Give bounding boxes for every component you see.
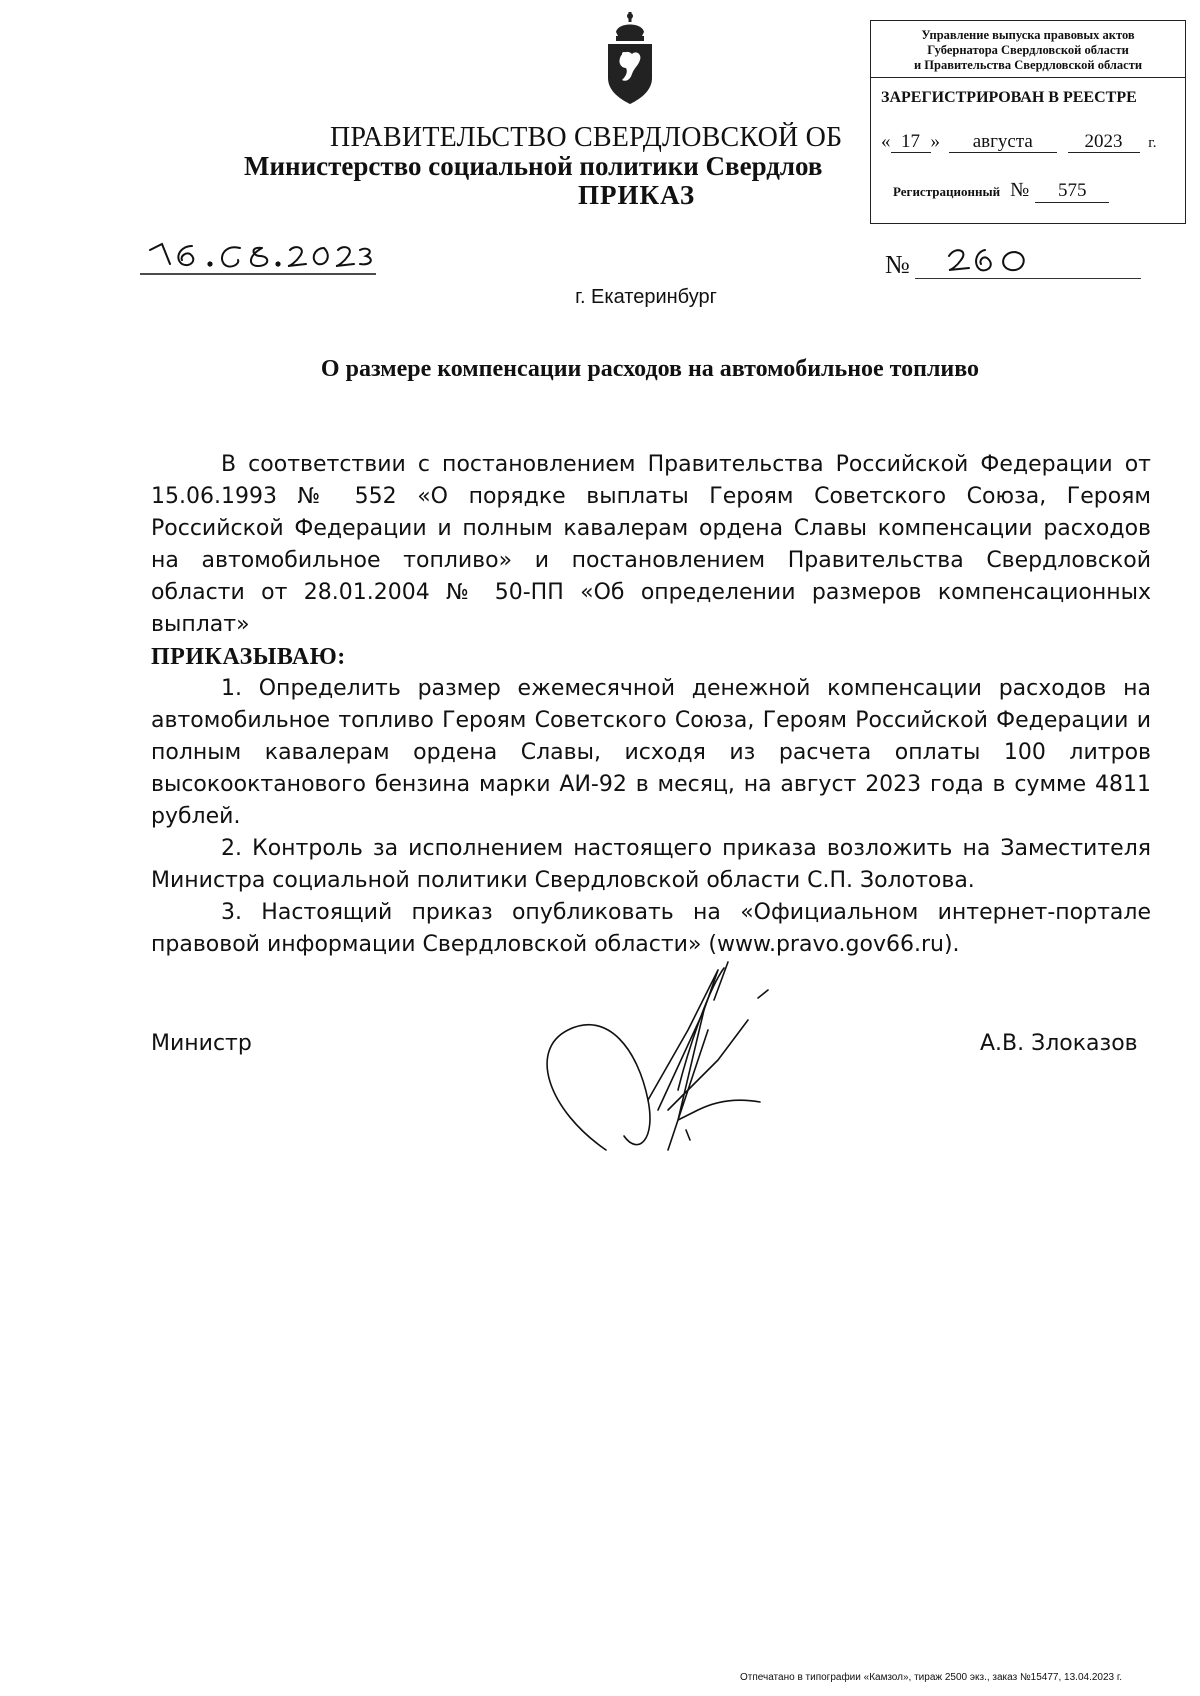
order-item-2: 2. Контроль за исполнением настоящего приказа возложить на Заместителя Министра социальной политики Свердловской области С.П. Золотова. [151, 836, 1151, 893]
order-item-3: 3. Настоящий приказ опубликовать на «Официальном интернет-портале правовой информации Свердловской области» (www.pravo.gov66.ru). [151, 900, 1151, 957]
coat-of-arms-icon [598, 10, 662, 106]
order-item-1: 1. Определить размер ежемесячной денежной компенсации расходов на автомобильное топливо Героям Советского Союза, Героям Российской Федерации и полным кавалерам ордена Славы, исходя из расчета оплаты 100 литров высокооктанового бензина марки АИ-92 в месяц, на август 2023 года в сумме 4811 рублей. [151, 676, 1151, 829]
order-word: ПРИКАЗЫВАЮ: [151, 644, 346, 670]
order-body [151, 449, 1151, 961]
stamp-day: 17 [891, 132, 931, 153]
preamble-paragraph: В соответствии с постановлением Правительства Российской Федерации от 15.06.1993 № 552 «О порядке выплаты Героям Советского Союза, Героям Российской Федерации и полным кавалерам ордена Славы компенсации расходов на автомобильное топливо» и постановлением Правительства Свердловской области от 28.01.2004 № 50-ПП «Об определении размеров компенсационных выплат» [151, 452, 1151, 637]
order-num-sign: № [885, 250, 910, 279]
stamp-reg-number [893, 179, 1109, 203]
stamp-num-sign: № [1010, 179, 1030, 201]
stamp-org-line: Губернатора Свердловской области [927, 43, 1129, 57]
handwritten-signature [528, 960, 828, 1220]
stamp-quote-open: « [881, 131, 891, 152]
stamp-date [881, 131, 1156, 153]
stamp-registered-label: ЗАРЕГИСТРИРОВАН В РЕЕСТРЕ [881, 89, 1137, 106]
print-footer: Отпечатано в типографии «Камзол», тираж 2500 экз., заказ №15477, 13.04.2023 г. [740, 1672, 1123, 1683]
stamp-org-line: Управление выпуска правовых актов [921, 28, 1135, 42]
handwritten-order-date [140, 240, 376, 288]
stamp-quote-close: » [930, 131, 940, 152]
registration-stamp [870, 20, 1186, 224]
stamp-organization [871, 21, 1185, 78]
city: г. Екатеринбург [575, 286, 717, 308]
stamp-reg-value: 575 [1035, 180, 1109, 203]
ministry-name: Министерство социальной политики Свердлов [244, 151, 823, 181]
handwritten-order-number [945, 244, 1055, 280]
government-name: ПРАВИТЕЛЬСТВО СВЕРДЛОВСКОЙ ОБ [330, 122, 843, 153]
stamp-reg-label: Регистрационный [893, 184, 1001, 199]
signatory-name: А.В. Злоказов [980, 1031, 1138, 1056]
stamp-year-suffix: г. [1148, 135, 1157, 151]
document-type: ПРИКАЗ [578, 180, 696, 210]
order-title: О размере компенсации расходов на автомобильное топливо [320, 356, 980, 382]
order-number-block [885, 244, 1145, 284]
stamp-year: 2023 [1068, 132, 1140, 153]
stamp-org-line: и Правительства Свердловской области [913, 58, 1143, 72]
signatory-position: Министр [151, 1031, 252, 1056]
stamp-month: августа [949, 132, 1057, 153]
